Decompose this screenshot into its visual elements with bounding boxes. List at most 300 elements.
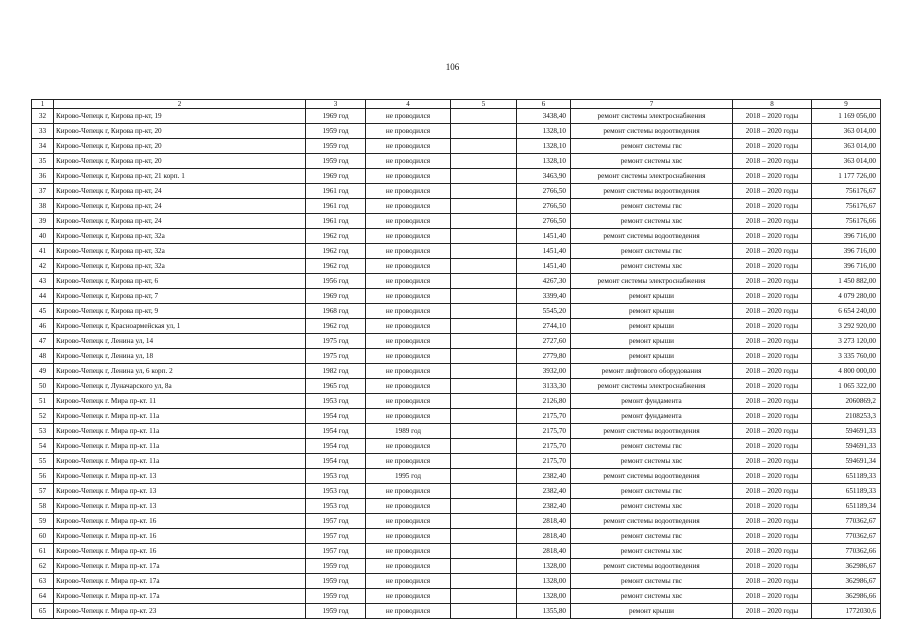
build-year-cell: 1962 год — [306, 229, 366, 244]
period-cell: 2018 – 2020 годы — [733, 214, 812, 229]
row-number-cell: 65 — [32, 604, 54, 619]
row-number-cell: 35 — [32, 154, 54, 169]
blank-cell-cell — [451, 424, 517, 439]
table-row — [32, 214, 881, 229]
row-number-cell: 48 — [32, 349, 54, 364]
last-repair-year-cell: не проводился — [366, 589, 451, 604]
work-type-cell: ремонт системы гвс — [571, 484, 733, 499]
area-cell: 2818,40 — [517, 544, 571, 559]
work-type-cell: ремонт системы электроснабжения — [571, 109, 733, 124]
build-year-cell: 1982 год — [306, 364, 366, 379]
address-cell: Кирово-Чепецк г, Ленина ул, 14 — [54, 334, 306, 349]
row-number-cell: 38 — [32, 199, 54, 214]
work-type-cell: ремонт системы хвс — [571, 544, 733, 559]
cost-cell: 4 800 000,00 — [812, 364, 881, 379]
period-cell: 2018 – 2020 годы — [733, 544, 812, 559]
work-type-cell: ремонт системы электроснабжения — [571, 379, 733, 394]
area-cell: 2175,70 — [517, 454, 571, 469]
last-repair-year-cell: не проводился — [366, 499, 451, 514]
last-repair-year-cell: не проводился — [366, 184, 451, 199]
last-repair-year-cell: не проводился — [366, 124, 451, 139]
address-cell: Кирово-Чепецк г, Кирова пр-кт, 32а — [54, 229, 306, 244]
blank-cell-cell — [451, 184, 517, 199]
cost-cell: 362986,67 — [812, 574, 881, 589]
table-row — [32, 139, 881, 154]
cost-cell: 396 716,00 — [812, 229, 881, 244]
cost-cell: 594691,33 — [812, 424, 881, 439]
blank-cell-cell — [451, 214, 517, 229]
period-cell: 2018 – 2020 годы — [733, 124, 812, 139]
address-cell: Кирово-Чепецк г. Мира пр-кт. 11а — [54, 409, 306, 424]
period-cell: 2018 – 2020 годы — [733, 199, 812, 214]
address-cell: Кирово-Чепецк г, Кирова пр-кт, 24 — [54, 214, 306, 229]
period-cell: 2018 – 2020 годы — [733, 454, 812, 469]
build-year-cell: 1962 год — [306, 259, 366, 274]
build-year-cell: 1975 год — [306, 334, 366, 349]
row-number-cell: 50 — [32, 379, 54, 394]
build-year-cell: 1959 год — [306, 139, 366, 154]
blank-cell-cell — [451, 574, 517, 589]
last-repair-year-cell: не проводился — [366, 304, 451, 319]
work-type-cell: ремонт системы гвс — [571, 244, 733, 259]
blank-cell-cell — [451, 484, 517, 499]
table-row — [32, 319, 881, 334]
build-year-cell: 1954 год — [306, 424, 366, 439]
area-cell: 2727,60 — [517, 334, 571, 349]
address-cell: Кирово-Чепецк г, Кирова пр-кт, 32а — [54, 244, 306, 259]
blank-cell-cell — [451, 379, 517, 394]
address-cell: Кирово-Чепецк г, Луначарского ул, 8а — [54, 379, 306, 394]
build-year-cell: 1959 год — [306, 604, 366, 619]
column-header-3: 3 — [306, 100, 366, 109]
table-header-row — [32, 100, 881, 109]
last-repair-year-cell: не проводился — [366, 334, 451, 349]
table-row — [32, 394, 881, 409]
blank-cell-cell — [451, 304, 517, 319]
build-year-cell: 1959 год — [306, 154, 366, 169]
area-cell: 3399,40 — [517, 289, 571, 304]
row-number-cell: 36 — [32, 169, 54, 184]
build-year-cell: 1957 год — [306, 544, 366, 559]
row-number-cell: 58 — [32, 499, 54, 514]
table-row — [32, 349, 881, 364]
blank-cell-cell — [451, 409, 517, 424]
row-number-cell: 40 — [32, 229, 54, 244]
cost-cell: 756176,66 — [812, 214, 881, 229]
last-repair-year-cell: не проводился — [366, 364, 451, 379]
period-cell: 2018 – 2020 годы — [733, 139, 812, 154]
period-cell: 2018 – 2020 годы — [733, 394, 812, 409]
last-repair-year-cell: не проводился — [366, 574, 451, 589]
cost-cell: 396 716,00 — [812, 244, 881, 259]
cost-cell: 1 065 322,00 — [812, 379, 881, 394]
work-type-cell: ремонт фундамента — [571, 409, 733, 424]
period-cell: 2018 – 2020 годы — [733, 604, 812, 619]
address-cell: Кирово-Чепецк г. Мира пр-кт. 11а — [54, 439, 306, 454]
column-header-8: 8 — [733, 100, 812, 109]
table-row — [32, 274, 881, 289]
address-cell: Кирово-Чепецк г, Ленина ул, 18 — [54, 349, 306, 364]
build-year-cell: 1961 год — [306, 199, 366, 214]
last-repair-year-cell: не проводился — [366, 214, 451, 229]
period-cell: 2018 – 2020 годы — [733, 364, 812, 379]
blank-cell-cell — [451, 469, 517, 484]
build-year-cell: 1959 год — [306, 559, 366, 574]
work-type-cell: ремонт системы хвс — [571, 454, 733, 469]
page-number: 106 — [445, 62, 460, 72]
table-row — [32, 244, 881, 259]
blank-cell-cell — [451, 499, 517, 514]
period-cell: 2018 – 2020 годы — [733, 409, 812, 424]
address-cell: Кирово-Чепецк г, Кирова пр-кт, 20 — [54, 139, 306, 154]
blank-cell-cell — [451, 124, 517, 139]
last-repair-year-cell: не проводился — [366, 484, 451, 499]
row-number-cell: 54 — [32, 439, 54, 454]
period-cell: 2018 – 2020 годы — [733, 274, 812, 289]
area-cell: 1328,00 — [517, 589, 571, 604]
last-repair-year-cell: не проводился — [366, 289, 451, 304]
table-row — [32, 604, 881, 619]
area-cell: 2818,40 — [517, 514, 571, 529]
blank-cell-cell — [451, 334, 517, 349]
cost-cell: 2060869,2 — [812, 394, 881, 409]
period-cell: 2018 – 2020 годы — [733, 439, 812, 454]
cost-cell: 1 177 726,00 — [812, 169, 881, 184]
address-cell: Кирово-Чепецк г, Кирова пр-кт, 20 — [54, 154, 306, 169]
row-number-cell: 45 — [32, 304, 54, 319]
work-type-cell: ремонт системы гвс — [571, 529, 733, 544]
row-number-cell: 47 — [32, 334, 54, 349]
area-cell: 3463,90 — [517, 169, 571, 184]
cost-cell: 362986,67 — [812, 559, 881, 574]
cost-cell: 651189,33 — [812, 469, 881, 484]
last-repair-year-cell: не проводился — [366, 559, 451, 574]
row-number-cell: 42 — [32, 259, 54, 274]
address-cell: Кирово-Чепецк г. Мира пр-кт. 13 — [54, 484, 306, 499]
work-type-cell: ремонт системы водоотведения — [571, 514, 733, 529]
blank-cell-cell — [451, 439, 517, 454]
cost-cell: 6 654 240,00 — [812, 304, 881, 319]
address-cell: Кирово-Чепецк г, Кирова пр-кт, 20 — [54, 124, 306, 139]
cost-cell: 756176,67 — [812, 199, 881, 214]
area-cell: 2175,70 — [517, 424, 571, 439]
work-type-cell: ремонт системы водоотведения — [571, 184, 733, 199]
work-type-cell: ремонт системы водоотведения — [571, 124, 733, 139]
build-year-cell: 1975 год — [306, 349, 366, 364]
last-repair-year-cell: не проводился — [366, 259, 451, 274]
last-repair-year-cell: не проводился — [366, 349, 451, 364]
blank-cell-cell — [451, 559, 517, 574]
work-type-cell: ремонт системы гвс — [571, 199, 733, 214]
period-cell: 2018 – 2020 годы — [733, 379, 812, 394]
table-row — [32, 379, 881, 394]
cost-cell: 3 292 920,00 — [812, 319, 881, 334]
address-cell: Кирово-Чепецк г. Мира пр-кт. 11а — [54, 454, 306, 469]
table-row — [32, 154, 881, 169]
row-number-cell: 34 — [32, 139, 54, 154]
last-repair-year-cell: не проводился — [366, 514, 451, 529]
build-year-cell: 1969 год — [306, 289, 366, 304]
address-cell: Кирово-Чепецк г, Кирова пр-кт, 9 — [54, 304, 306, 319]
area-cell: 1355,80 — [517, 604, 571, 619]
build-year-cell: 1957 год — [306, 529, 366, 544]
address-cell: Кирово-Чепецк г. Мира пр-кт. 17а — [54, 559, 306, 574]
work-type-cell: ремонт системы хвс — [571, 499, 733, 514]
table-row — [32, 229, 881, 244]
work-type-cell: ремонт крыши — [571, 304, 733, 319]
period-cell: 2018 – 2020 годы — [733, 154, 812, 169]
table-row — [32, 259, 881, 274]
work-type-cell: ремонт системы гвс — [571, 139, 733, 154]
area-cell: 2744,10 — [517, 319, 571, 334]
table-row — [32, 334, 881, 349]
area-cell: 1451,40 — [517, 229, 571, 244]
cost-cell: 1772030,6 — [812, 604, 881, 619]
area-cell: 2766,50 — [517, 184, 571, 199]
row-number-cell: 57 — [32, 484, 54, 499]
area-cell: 2175,70 — [517, 409, 571, 424]
blank-cell-cell — [451, 529, 517, 544]
period-cell: 2018 – 2020 годы — [733, 319, 812, 334]
last-repair-year-cell: не проводился — [366, 199, 451, 214]
period-cell: 2018 – 2020 годы — [733, 589, 812, 604]
blank-cell-cell — [451, 154, 517, 169]
blank-cell-cell — [451, 544, 517, 559]
build-year-cell: 1957 год — [306, 514, 366, 529]
period-cell: 2018 – 2020 годы — [733, 259, 812, 274]
build-year-cell: 1962 год — [306, 319, 366, 334]
column-header-5: 5 — [451, 100, 517, 109]
build-year-cell: 1969 год — [306, 169, 366, 184]
last-repair-year-cell: не проводился — [366, 529, 451, 544]
build-year-cell: 1956 год — [306, 274, 366, 289]
work-type-cell: ремонт системы гвс — [571, 439, 733, 454]
build-year-cell: 1961 год — [306, 184, 366, 199]
last-repair-year-cell: не проводился — [366, 379, 451, 394]
last-repair-year-cell: не проводился — [366, 169, 451, 184]
address-cell: Кирово-Чепецк г. Мира пр-кт. 17а — [54, 589, 306, 604]
address-cell: Кирово-Чепецк г. Мира пр-кт. 16 — [54, 514, 306, 529]
area-cell: 1451,40 — [517, 259, 571, 274]
cost-cell: 1 169 056,00 — [812, 109, 881, 124]
area-cell: 5545,20 — [517, 304, 571, 319]
table-row — [32, 484, 881, 499]
last-repair-year-cell: не проводился — [366, 409, 451, 424]
work-type-cell: ремонт системы электроснабжения — [571, 169, 733, 184]
address-cell: Кирово-Чепецк г, Кирова пр-кт, 24 — [54, 184, 306, 199]
address-cell: Кирово-Чепецк г. Мира пр-кт. 17а — [54, 574, 306, 589]
column-header-2: 2 — [54, 100, 306, 109]
row-number-cell: 64 — [32, 589, 54, 604]
area-cell: 3133,30 — [517, 379, 571, 394]
build-year-cell: 1954 год — [306, 439, 366, 454]
last-repair-year-cell: не проводился — [366, 244, 451, 259]
area-cell: 3932,00 — [517, 364, 571, 379]
last-repair-year-cell: не проводился — [366, 544, 451, 559]
cost-cell: 1 450 882,00 — [812, 274, 881, 289]
period-cell: 2018 – 2020 годы — [733, 484, 812, 499]
work-type-cell: ремонт системы электроснабжения — [571, 274, 733, 289]
period-cell: 2018 – 2020 годы — [733, 574, 812, 589]
blank-cell-cell — [451, 349, 517, 364]
row-number-cell: 53 — [32, 424, 54, 439]
last-repair-year-cell: не проводился — [366, 319, 451, 334]
row-number-cell: 51 — [32, 394, 54, 409]
build-year-cell: 1954 год — [306, 409, 366, 424]
area-cell: 1328,00 — [517, 559, 571, 574]
period-cell: 2018 – 2020 годы — [733, 304, 812, 319]
blank-cell-cell — [451, 169, 517, 184]
period-cell: 2018 – 2020 годы — [733, 499, 812, 514]
table-row — [32, 499, 881, 514]
build-year-cell: 1969 год — [306, 109, 366, 124]
column-header-4: 4 — [366, 100, 451, 109]
blank-cell-cell — [451, 289, 517, 304]
table-row — [32, 574, 881, 589]
cost-cell: 651189,33 — [812, 484, 881, 499]
row-number-cell: 41 — [32, 244, 54, 259]
period-cell: 2018 – 2020 годы — [733, 349, 812, 364]
row-number-cell: 63 — [32, 574, 54, 589]
address-cell: Кирово-Чепецк г. Мира пр-кт. 16 — [54, 544, 306, 559]
table-row — [32, 439, 881, 454]
work-type-cell: ремонт фундамента — [571, 394, 733, 409]
last-repair-year-cell: не проводился — [366, 274, 451, 289]
table-row — [32, 364, 881, 379]
work-type-cell: ремонт крыши — [571, 319, 733, 334]
area-cell: 2382,40 — [517, 469, 571, 484]
capital-repair-table — [31, 99, 881, 619]
area-cell: 3438,40 — [517, 109, 571, 124]
row-number-cell: 62 — [32, 559, 54, 574]
build-year-cell: 1953 год — [306, 484, 366, 499]
build-year-cell: 1953 год — [306, 499, 366, 514]
address-cell: Кирово-Чепецк г, Кирова пр-кт, 21 корп. 1 — [54, 169, 306, 184]
cost-cell: 363 014,00 — [812, 124, 881, 139]
work-type-cell: ремонт крыши — [571, 604, 733, 619]
work-type-cell: ремонт системы хвс — [571, 259, 733, 274]
period-cell: 2018 – 2020 годы — [733, 184, 812, 199]
row-number-cell: 46 — [32, 319, 54, 334]
address-cell: Кирово-Чепецк г, Красноармейская ул, 1 — [54, 319, 306, 334]
table-row — [32, 409, 881, 424]
build-year-cell: 1959 год — [306, 589, 366, 604]
table-row — [32, 124, 881, 139]
last-repair-year-cell: 1995 год — [366, 469, 451, 484]
period-cell: 2018 – 2020 годы — [733, 109, 812, 124]
last-repair-year-cell: не проводился — [366, 139, 451, 154]
blank-cell-cell — [451, 394, 517, 409]
address-cell: Кирово-Чепецк г, Кирова пр-кт, 19 — [54, 109, 306, 124]
area-cell: 2779,80 — [517, 349, 571, 364]
cost-cell: 363 014,00 — [812, 139, 881, 154]
row-number-cell: 49 — [32, 364, 54, 379]
blank-cell-cell — [451, 604, 517, 619]
last-repair-year-cell: не проводился — [366, 439, 451, 454]
cost-cell: 362986,66 — [812, 589, 881, 604]
area-cell: 1328,10 — [517, 139, 571, 154]
build-year-cell: 1959 год — [306, 574, 366, 589]
work-type-cell: ремонт системы хвс — [571, 589, 733, 604]
build-year-cell: 1961 год — [306, 214, 366, 229]
address-cell: Кирово-Чепецк г, Кирова пр-кт, 32а — [54, 259, 306, 274]
build-year-cell: 1959 год — [306, 124, 366, 139]
table-row — [32, 514, 881, 529]
area-cell: 1328,10 — [517, 154, 571, 169]
column-header-1: 1 — [32, 100, 54, 109]
row-number-cell: 55 — [32, 454, 54, 469]
build-year-cell: 1954 год — [306, 454, 366, 469]
last-repair-year-cell: не проводился — [366, 604, 451, 619]
address-cell: Кирово-Чепецк г. Мира пр-кт. 13 — [54, 469, 306, 484]
work-type-cell: ремонт системы хвс — [571, 214, 733, 229]
area-cell: 2766,50 — [517, 214, 571, 229]
blank-cell-cell — [451, 139, 517, 154]
area-cell: 2382,40 — [517, 499, 571, 514]
last-repair-year-cell: не проводился — [366, 454, 451, 469]
table-row — [32, 469, 881, 484]
blank-cell-cell — [451, 274, 517, 289]
blank-cell-cell — [451, 244, 517, 259]
row-number-cell: 33 — [32, 124, 54, 139]
row-number-cell: 44 — [32, 289, 54, 304]
row-number-cell: 32 — [32, 109, 54, 124]
cost-cell: 651189,34 — [812, 499, 881, 514]
build-year-cell: 1953 год — [306, 394, 366, 409]
column-header-6: 6 — [517, 100, 571, 109]
cost-cell: 396 716,00 — [812, 259, 881, 274]
blank-cell-cell — [451, 199, 517, 214]
blank-cell-cell — [451, 589, 517, 604]
work-type-cell: ремонт лифтового оборудования — [571, 364, 733, 379]
cost-cell: 770362,66 — [812, 544, 881, 559]
work-type-cell: ремонт крыши — [571, 349, 733, 364]
period-cell: 2018 – 2020 годы — [733, 559, 812, 574]
table-row — [32, 199, 881, 214]
cost-cell: 594691,34 — [812, 454, 881, 469]
period-cell: 2018 – 2020 годы — [733, 169, 812, 184]
area-cell: 2126,80 — [517, 394, 571, 409]
area-cell: 2766,50 — [517, 199, 571, 214]
area-cell: 1451,40 — [517, 244, 571, 259]
table-body — [32, 109, 881, 619]
blank-cell-cell — [451, 259, 517, 274]
address-cell: Кирово-Чепецк г. Мира пр-кт. 13 — [54, 499, 306, 514]
row-number-cell: 56 — [32, 469, 54, 484]
area-cell: 1328,00 — [517, 574, 571, 589]
blank-cell-cell — [451, 364, 517, 379]
period-cell: 2018 – 2020 годы — [733, 289, 812, 304]
address-cell: Кирово-Чепецк г, Кирова пр-кт, 7 — [54, 289, 306, 304]
blank-cell-cell — [451, 514, 517, 529]
period-cell: 2018 – 2020 годы — [733, 469, 812, 484]
period-cell: 2018 – 2020 годы — [733, 244, 812, 259]
period-cell: 2018 – 2020 годы — [733, 229, 812, 244]
table-row — [32, 289, 881, 304]
table-row — [32, 184, 881, 199]
row-number-cell: 61 — [32, 544, 54, 559]
table-row — [32, 589, 881, 604]
table-row — [32, 109, 881, 124]
row-number-cell: 43 — [32, 274, 54, 289]
period-cell: 2018 – 2020 годы — [733, 529, 812, 544]
work-type-cell: ремонт крыши — [571, 289, 733, 304]
blank-cell-cell — [451, 229, 517, 244]
cost-cell: 756176,67 — [812, 184, 881, 199]
work-type-cell: ремонт системы хвс — [571, 154, 733, 169]
last-repair-year-cell: не проводился — [366, 394, 451, 409]
address-cell: Кирово-Чепецк г, Кирова пр-кт, 6 — [54, 274, 306, 289]
